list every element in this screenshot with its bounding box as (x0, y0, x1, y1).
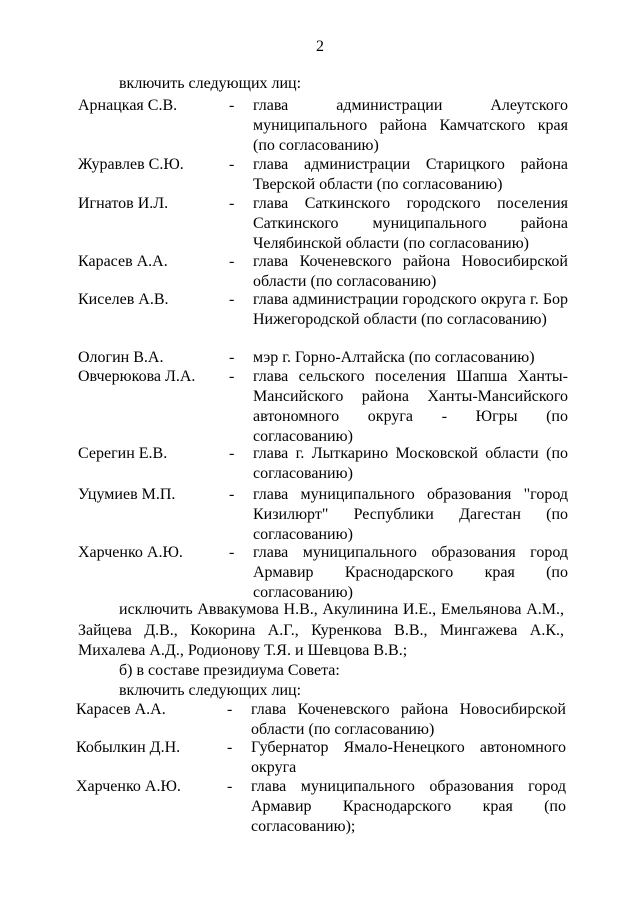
list-item: Харченко А.Ю. - глава муниципального образования город Армавир Краснодарского края (по согласованию); (76, 778, 566, 835)
person-position: глава администрации Старицкого района Тверской области (по согласованию) (253, 156, 568, 193)
person-name: Игнатов И.Л. (78, 195, 169, 212)
list-item: Арнацкая С.В. - глава администрации Алеутского муниципального района Камчатского края (по согласованию) (78, 97, 568, 154)
intro-include-a: включить следующих лиц: (119, 75, 302, 92)
section-b-heading: б) в составе президиума Совета: (119, 662, 340, 679)
person-name: Карасев А.А. (76, 701, 166, 718)
list-item: Киселев А.В. - глава администрации городского округа г. Бор Нижегородской области (по согласованию) (78, 291, 568, 328)
list-item: Карасев А.А. - глава Коченевского района Новосибирской области (по согласованию) (78, 253, 568, 290)
person-position: Губернатор Ямало-Ненецкого автономного округа (251, 739, 566, 776)
exclude-paragraph: исключить Аввакумова Н.В., Акулинина И.Е., Емельянова А.М., Зайцева Д.В., Кокорина А.Г., Куренкова В.В., Мингажева А.К., Михалева А.Д., Родионову Т.Я. и Шевцова В.В.; (78, 601, 564, 659)
list-item: Кобылкин Д.Н. - Губернатор Ямало-Ненецкого автономного округа (76, 739, 566, 776)
person-position: глава Коченевского района Новосибирской области (по согласованию) (251, 701, 566, 738)
list-item: Журавлев С.Ю. - глава администрации Старицкого района Тверской области (по согласованию) (78, 156, 568, 193)
person-name: Журавлев С.Ю. (78, 156, 184, 173)
list-item: Игнатов И.Л. - глава Саткинского городского поселения Саткинского муниципального района Челябинской области (по согласованию) (78, 195, 568, 252)
person-position: глава Саткинского городского поселения Саткинского муниципального района Челябинской области (по согласованию) (253, 195, 568, 252)
person-position: глава администрации Алеутского муниципального района Камчатского края (по согласованию) (253, 97, 568, 154)
person-name: Карасев А.А. (78, 253, 168, 270)
intro-include-b: включить следующих лиц: (119, 682, 302, 699)
person-name: Арнацкая С.В. (78, 97, 178, 114)
list-item: Овчерюкова Л.А. - глава сельского поселения Шапша Ханты-Мансийского района Ханты-Мансийского автономного округа - Югры (по согласованию) (78, 368, 568, 445)
person-position: глава муниципального образования "город Кизилюрт" Республики Дагестан (по согласованию) (253, 486, 568, 543)
person-position: глава муниципального образования город Армавир Краснодарского края (по согласованию) (253, 544, 568, 601)
list-item: Серегин Е.В. - глава г. Лыткарино Московской области (по согласованию) (78, 445, 568, 482)
person-position: глава администрации городского округа г. Бор Нижегородской области (по согласованию) (253, 291, 568, 328)
person-name: Киселев А.В. (78, 291, 169, 308)
list-item: Уцумиев М.П. - глава муниципального образования "город Кизилюрт" Республики Дагестан (по согласованию) (78, 486, 568, 543)
list-item: Харченко А.Ю. - глава муниципального образования город Армавир Краснодарского края (по согласованию) (78, 544, 568, 601)
person-name: Ологин В.А. (78, 349, 164, 366)
person-position: глава г. Лыткарино Московской области (по согласованию) (253, 445, 568, 482)
person-name: Уцумиев М.П. (78, 486, 176, 503)
person-name: Харченко А.Ю. (78, 544, 183, 561)
page-number: 2 (316, 38, 324, 55)
person-position: глава сельского поселения Шапша Ханты-Мансийского района Ханты-Мансийского автономного округа - Югры (по согласованию) (253, 368, 568, 445)
person-name: Овчерюкова Л.А. (78, 368, 196, 385)
person-position: глава Коченевского района Новосибирской области (по согласованию) (253, 253, 568, 290)
list-item: Ологин В.А. - мэр г. Горно-Алтайска (по согласованию) (78, 348, 568, 368)
person-name: Серегин Е.В. (78, 445, 168, 462)
person-name: Харченко А.Ю. (76, 778, 181, 795)
list-item: Карасев А.А. - глава Коченевского района Новосибирской области (по согласованию) (76, 701, 566, 738)
person-position: глава муниципального образования город Армавир Краснодарского края (по согласованию); (251, 778, 566, 835)
person-position: мэр г. Горно-Алтайска (по согласованию) (253, 349, 535, 366)
person-name: Кобылкин Д.Н. (76, 739, 181, 756)
